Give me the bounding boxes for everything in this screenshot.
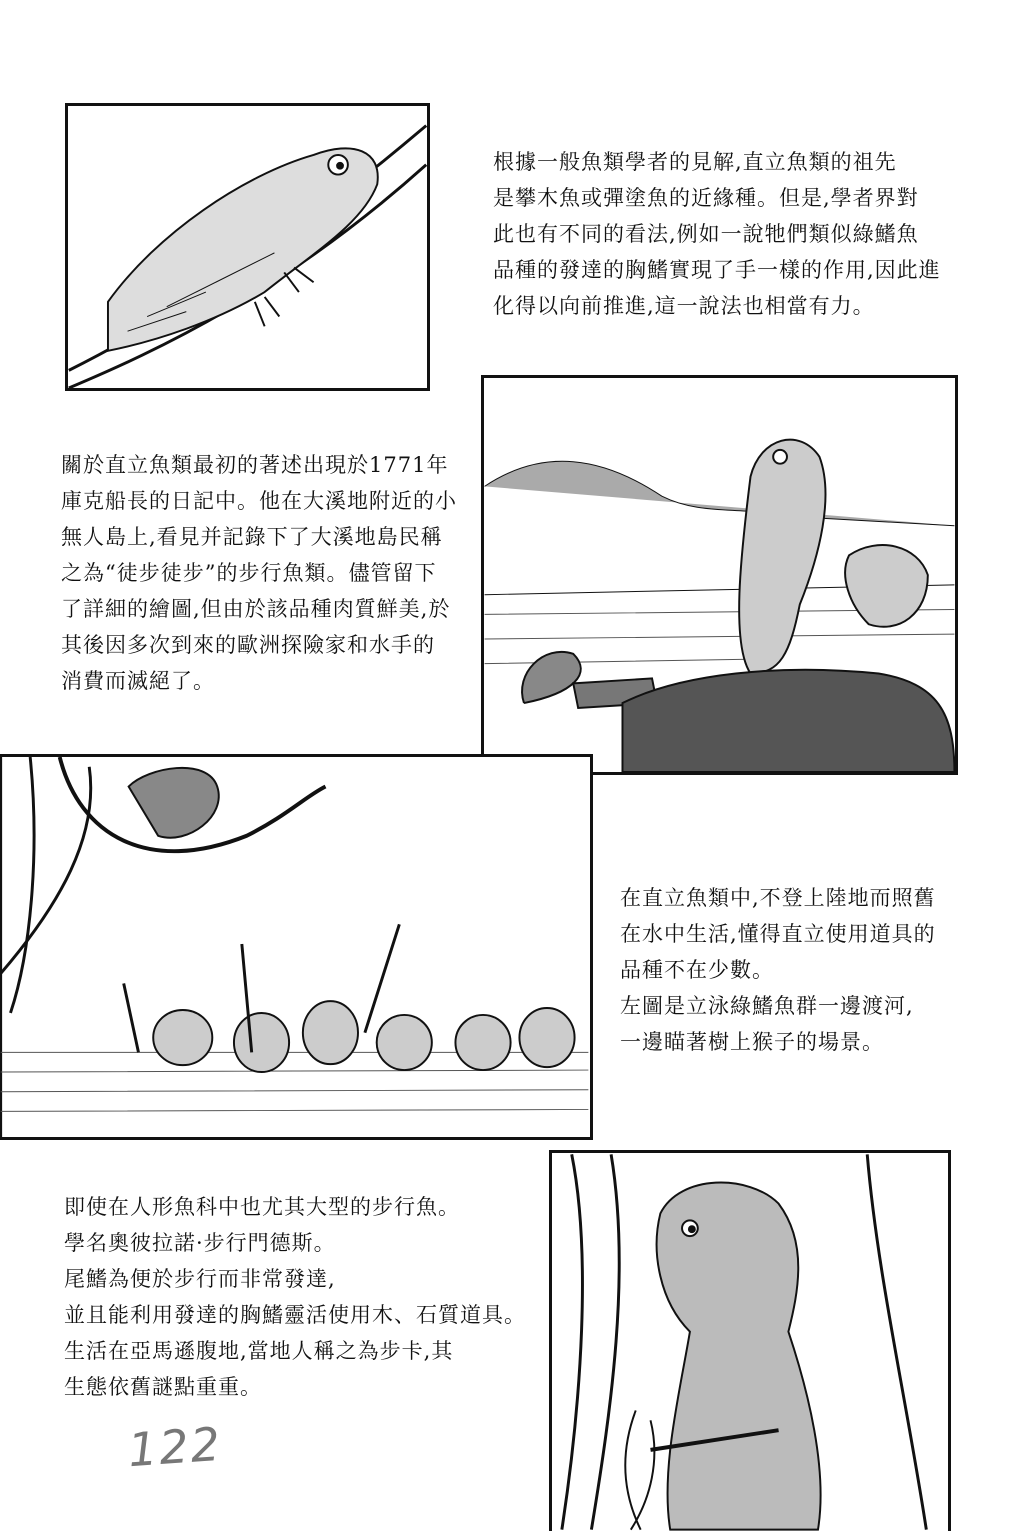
illustration-panel-boat-scene xyxy=(481,375,958,775)
river-crossing-drawing xyxy=(0,757,590,1137)
text-line: 了詳細的繪圖,但由於該品種肉質鮮美,於 xyxy=(61,597,451,621)
text-line: 其後因多次到來的歐洲探險家和水手的 xyxy=(61,633,435,657)
text-line: 品種不在少數。 xyxy=(620,958,774,982)
text-line: 消費而滅絕了。 xyxy=(61,669,215,693)
page-number: 122 xyxy=(126,1416,224,1478)
text-block-walking-fish xyxy=(64,1189,526,1405)
text-line: 在直立魚類中,不登上陸地而照舊 xyxy=(620,886,936,910)
text-line: 根據一般魚類學者的見解,直立魚類的祖先 xyxy=(493,150,897,174)
text-line: 即使在人形魚科中也尤其大型的步行魚。 xyxy=(64,1195,460,1219)
text-line: 左圖是立泳綠鰭魚群一邊渡河, xyxy=(620,994,914,1018)
text-line: 品種的發達的胸鰭實現了手一樣的作用,因此進 xyxy=(493,258,941,282)
climbing-fish-drawing xyxy=(68,106,427,388)
text-line: 化得以向前推進,這一說法也相當有力。 xyxy=(493,294,875,318)
walking-fish-drawing xyxy=(552,1153,948,1531)
text-block-ancestry xyxy=(493,144,941,324)
text-line: 此也有不同的看法,例如一說牠們類似綠鰭魚 xyxy=(493,222,919,246)
text-line: 並且能利用發達的胸鰭靈活使用木、石質道具。 xyxy=(64,1303,526,1327)
text-line: 生態依舊謎點重重。 xyxy=(64,1375,262,1399)
illustration-panel-walking-fish xyxy=(549,1150,951,1531)
text-block-history xyxy=(61,447,457,699)
illustration-panel-river-crossing xyxy=(0,754,593,1140)
text-line: 之為“徒步徒步”的步行魚類。儘管留下 xyxy=(61,561,437,585)
text-line: 庫克船長的日記中。他在大溪地附近的小 xyxy=(61,489,457,513)
text-line: 學名奧彼拉諾·步行門德斯。 xyxy=(64,1231,336,1255)
text-block-aquatic xyxy=(620,880,936,1060)
text-line: 關於直立魚類最初的著述出現於1771年 xyxy=(61,453,449,477)
boat-scene-drawing xyxy=(484,378,955,772)
text-line: 一邊瞄著樹上猴子的場景。 xyxy=(620,1030,884,1054)
text-line: 生活在亞馬遜腹地,當地人稱之為步卡,其 xyxy=(64,1339,454,1363)
illustration-panel-climbing-fish xyxy=(65,103,430,391)
text-line: 尾鰭為便於步行而非常發達, xyxy=(64,1267,336,1291)
text-line: 無人島上,看見并記錄下了大溪地島民稱 xyxy=(61,525,443,549)
text-line: 是攀木魚或彈塗魚的近緣種。但是,學者界對 xyxy=(493,186,919,210)
text-line: 在水中生活,懂得直立使用道具的 xyxy=(620,922,936,946)
